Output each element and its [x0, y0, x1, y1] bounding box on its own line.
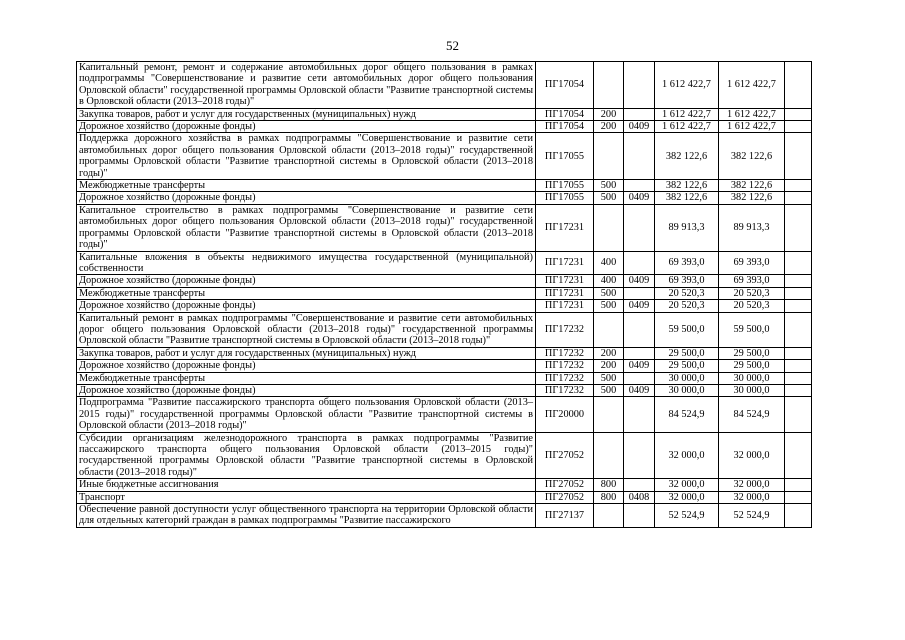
row-expense-type-cell: 500 — [594, 372, 624, 384]
row-amount-cell: 382 122,6 — [719, 192, 785, 204]
row-code-cell: ПГ27137 — [536, 504, 594, 528]
row-extra-cell — [785, 287, 812, 299]
table-row — [77, 204, 812, 251]
table-row — [77, 397, 812, 432]
row-amount-cell: 382 122,6 — [655, 180, 719, 192]
row-amount-cell: 84 524,9 — [719, 397, 785, 432]
row-code-cell: ПГ27052 — [536, 432, 594, 479]
row-extra-cell — [785, 504, 812, 528]
row-amount-cell: 84 524,9 — [655, 397, 719, 432]
row-expense-type-cell: 200 — [594, 121, 624, 133]
row-code-cell: ПГ17231 — [536, 204, 594, 251]
row-expense-type-cell: 400 — [594, 275, 624, 287]
row-expense-type-cell — [594, 504, 624, 528]
table-row — [77, 360, 812, 372]
table-row — [77, 275, 812, 287]
row-amount-cell: 29 500,0 — [655, 347, 719, 359]
row-amount-cell: 20 520,3 — [655, 287, 719, 299]
row-section-cell: 0409 — [624, 300, 655, 312]
row-name-cell: Дорожное хозяйство (дорожные фонды) — [77, 121, 536, 133]
row-amount-cell: 69 393,0 — [719, 251, 785, 275]
row-amount-cell: 382 122,6 — [719, 180, 785, 192]
row-expense-type-cell — [594, 62, 624, 109]
row-section-cell — [624, 479, 655, 491]
row-expense-type-cell: 200 — [594, 108, 624, 120]
table-row — [77, 347, 812, 359]
row-extra-cell — [785, 204, 812, 251]
row-extra-cell — [785, 491, 812, 503]
page-number: 52 — [446, 38, 459, 53]
row-extra-cell — [785, 360, 812, 372]
row-amount-cell: 32 000,0 — [655, 491, 719, 503]
row-expense-type-cell: 500 — [594, 180, 624, 192]
row-expense-type-cell — [594, 432, 624, 479]
row-amount-cell: 29 500,0 — [655, 360, 719, 372]
row-section-cell: 0409 — [624, 384, 655, 396]
row-amount-cell: 30 000,0 — [655, 384, 719, 396]
row-amount-cell: 89 913,3 — [655, 204, 719, 251]
row-code-cell: ПГ17054 — [536, 108, 594, 120]
row-amount-cell: 32 000,0 — [719, 432, 785, 479]
row-code-cell: ПГ17231 — [536, 251, 594, 275]
row-name-cell: Капитальные вложения в объекты недвижимого имущества государственной (муниципальной) собственности — [77, 251, 536, 275]
row-amount-cell: 1 612 422,7 — [719, 121, 785, 133]
row-amount-cell: 20 520,3 — [719, 287, 785, 299]
row-section-cell — [624, 204, 655, 251]
row-amount-cell: 30 000,0 — [655, 372, 719, 384]
row-amount-cell: 89 913,3 — [719, 204, 785, 251]
row-expense-type-cell: 800 — [594, 479, 624, 491]
row-amount-cell: 1 612 422,7 — [655, 121, 719, 133]
row-expense-type-cell — [594, 397, 624, 432]
row-expense-type-cell: 800 — [594, 491, 624, 503]
table-row — [77, 432, 812, 479]
row-name-cell: Дорожное хозяйство (дорожные фонды) — [77, 384, 536, 396]
row-amount-cell: 69 393,0 — [719, 275, 785, 287]
table-row — [77, 491, 812, 503]
table-row — [77, 504, 812, 528]
row-amount-cell: 1 612 422,7 — [655, 62, 719, 109]
row-amount-cell: 32 000,0 — [719, 491, 785, 503]
row-amount-cell: 30 000,0 — [719, 372, 785, 384]
row-code-cell: ПГ17055 — [536, 192, 594, 204]
row-amount-cell: 32 000,0 — [655, 432, 719, 479]
row-section-cell — [624, 312, 655, 347]
row-name-cell: Поддержка дорожного хозяйства в рамках подпрограммы "Совершенствование и развитие сети автомобильных дорог общего пользования Орловской области (2013–2018 годы)" государственной программы Орловской области "Развитие транспортной системы в Орловской области (2013–2018 годы)" — [77, 133, 536, 180]
row-section-cell: 0408 — [624, 491, 655, 503]
row-extra-cell — [785, 372, 812, 384]
table-row — [77, 62, 812, 109]
row-name-cell: Капитальное строительство в рамках подпрограммы "Совершенствование и развитие сети автомобильных дорог общего пользования Орловской области (2013–2018 годы)" государственной программы Орловской области "Развитие транспортной системы в Орловской области (2013–2018 годы)" — [77, 204, 536, 251]
table-row — [77, 121, 812, 133]
row-section-cell — [624, 347, 655, 359]
row-name-cell: Субсидии организациям железнодорожного транспорта в рамках подпрограммы "Развитие пассажирского транспорта общего пользования Орловской области (2013–2015 годы)" государственной программы Орловской области "Развитие транспортной системы в Орловской области (2013–2018 годы)" — [77, 432, 536, 479]
table-row — [77, 192, 812, 204]
row-section-cell — [624, 180, 655, 192]
row-name-cell: Капитальный ремонт в рамках подпрограммы "Совершенствование и развитие сети автомобильных дорог общего пользования Орловской области (2013–2018 годы)" государственной программы Орловской области "Развитие транспортной системы в Орловской области (2013–2018 годы)" — [77, 312, 536, 347]
row-amount-cell: 382 122,6 — [719, 133, 785, 180]
row-extra-cell — [785, 275, 812, 287]
row-extra-cell — [785, 347, 812, 359]
row-code-cell: ПГ17232 — [536, 312, 594, 347]
row-section-cell — [624, 372, 655, 384]
row-expense-type-cell: 200 — [594, 360, 624, 372]
table-row — [77, 372, 812, 384]
row-code-cell: ПГ17054 — [536, 121, 594, 133]
row-code-cell: ПГ17231 — [536, 275, 594, 287]
row-extra-cell — [785, 397, 812, 432]
row-amount-cell: 69 393,0 — [655, 251, 719, 275]
row-name-cell: Межбюджетные трансферты — [77, 287, 536, 299]
table-row — [77, 287, 812, 299]
row-name-cell: Дорожное хозяйство (дорожные фонды) — [77, 300, 536, 312]
row-expense-type-cell: 500 — [594, 287, 624, 299]
row-expense-type-cell: 500 — [594, 384, 624, 396]
row-amount-cell: 29 500,0 — [719, 360, 785, 372]
row-code-cell: ПГ27052 — [536, 479, 594, 491]
row-section-cell — [624, 287, 655, 299]
row-name-cell: Дорожное хозяйство (дорожные фонды) — [77, 275, 536, 287]
row-code-cell: ПГ17232 — [536, 372, 594, 384]
table-row — [77, 180, 812, 192]
row-expense-type-cell: 500 — [594, 300, 624, 312]
budget-table — [76, 61, 812, 528]
row-expense-type-cell: 500 — [594, 192, 624, 204]
row-amount-cell: 52 524,9 — [655, 504, 719, 528]
row-name-cell: Межбюджетные трансферты — [77, 372, 536, 384]
row-name-cell: Обеспечение равной доступности услуг общественного транспорта на территории Орловской области для отдельных категорий граждан в рамках подпрограммы "Развитие пассажирского — [77, 504, 536, 528]
row-section-cell — [624, 504, 655, 528]
table-row — [77, 479, 812, 491]
table-row — [77, 384, 812, 396]
row-code-cell: ПГ17231 — [536, 287, 594, 299]
row-name-cell: Дорожное хозяйство (дорожные фонды) — [77, 360, 536, 372]
row-expense-type-cell: 200 — [594, 347, 624, 359]
row-code-cell: ПГ17232 — [536, 347, 594, 359]
row-extra-cell — [785, 62, 812, 109]
row-section-cell: 0409 — [624, 275, 655, 287]
row-amount-cell: 29 500,0 — [719, 347, 785, 359]
row-amount-cell: 59 500,0 — [719, 312, 785, 347]
row-amount-cell: 32 000,0 — [655, 479, 719, 491]
row-extra-cell — [785, 312, 812, 347]
table-row — [77, 251, 812, 275]
row-name-cell: Подпрограмма "Развитие пассажирского транспорта общего пользования Орловской области (2013–2015 годы)" государственной программы Орловской области "Развитие транспортной системы в Орловской области (2013–2018 годы)" — [77, 397, 536, 432]
row-section-cell — [624, 62, 655, 109]
row-name-cell: Закупка товаров, работ и услуг для государственных (муниципальных) нужд — [77, 108, 536, 120]
row-section-cell — [624, 397, 655, 432]
row-code-cell: ПГ17055 — [536, 133, 594, 180]
row-extra-cell — [785, 180, 812, 192]
row-extra-cell — [785, 251, 812, 275]
row-section-cell — [624, 432, 655, 479]
row-name-cell: Межбюджетные трансферты — [77, 180, 536, 192]
row-amount-cell: 69 393,0 — [655, 275, 719, 287]
row-section-cell — [624, 251, 655, 275]
table-row — [77, 133, 812, 180]
table-row — [77, 108, 812, 120]
row-amount-cell: 1 612 422,7 — [719, 108, 785, 120]
row-extra-cell — [785, 384, 812, 396]
row-section-cell: 0409 — [624, 121, 655, 133]
row-code-cell: ПГ17055 — [536, 180, 594, 192]
row-amount-cell: 1 612 422,7 — [719, 62, 785, 109]
row-amount-cell: 59 500,0 — [655, 312, 719, 347]
row-name-cell: Иные бюджетные ассигнования — [77, 479, 536, 491]
row-expense-type-cell — [594, 312, 624, 347]
row-extra-cell — [785, 479, 812, 491]
table-row — [77, 312, 812, 347]
row-code-cell: ПГ17232 — [536, 360, 594, 372]
row-section-cell: 0409 — [624, 360, 655, 372]
row-amount-cell: 20 520,3 — [655, 300, 719, 312]
row-amount-cell: 30 000,0 — [719, 384, 785, 396]
row-section-cell — [624, 133, 655, 180]
row-extra-cell — [785, 300, 812, 312]
row-code-cell: ПГ17054 — [536, 62, 594, 109]
row-section-cell: 0409 — [624, 192, 655, 204]
row-expense-type-cell — [594, 133, 624, 180]
row-amount-cell: 32 000,0 — [719, 479, 785, 491]
row-expense-type-cell — [594, 204, 624, 251]
table-row — [77, 300, 812, 312]
row-code-cell: ПГ17231 — [536, 300, 594, 312]
row-extra-cell — [785, 432, 812, 479]
row-amount-cell: 382 122,6 — [655, 133, 719, 180]
row-code-cell: ПГ20000 — [536, 397, 594, 432]
row-extra-cell — [785, 192, 812, 204]
row-code-cell: ПГ17232 — [536, 384, 594, 396]
table-body — [77, 62, 812, 528]
row-extra-cell — [785, 121, 812, 133]
row-code-cell: ПГ27052 — [536, 491, 594, 503]
row-section-cell — [624, 108, 655, 120]
row-amount-cell: 382 122,6 — [655, 192, 719, 204]
row-extra-cell — [785, 133, 812, 180]
row-amount-cell: 1 612 422,7 — [655, 108, 719, 120]
row-expense-type-cell: 400 — [594, 251, 624, 275]
row-name-cell: Закупка товаров, работ и услуг для государственных (муниципальных) нужд — [77, 347, 536, 359]
row-name-cell: Транспорт — [77, 491, 536, 503]
row-amount-cell: 52 524,9 — [719, 504, 785, 528]
row-amount-cell: 20 520,3 — [719, 300, 785, 312]
row-extra-cell — [785, 108, 812, 120]
row-name-cell: Капитальный ремонт, ремонт и содержание автомобильных дорог общего пользования в рамках подпрограммы "Совершенствование и развитие сети автомобильных дорог общего пользования Орловской области" государственной программы Орловской области "Развитие транспортной системы в Орловской области (2013–2018 годы)" — [77, 62, 536, 109]
row-name-cell: Дорожное хозяйство (дорожные фонды) — [77, 192, 536, 204]
